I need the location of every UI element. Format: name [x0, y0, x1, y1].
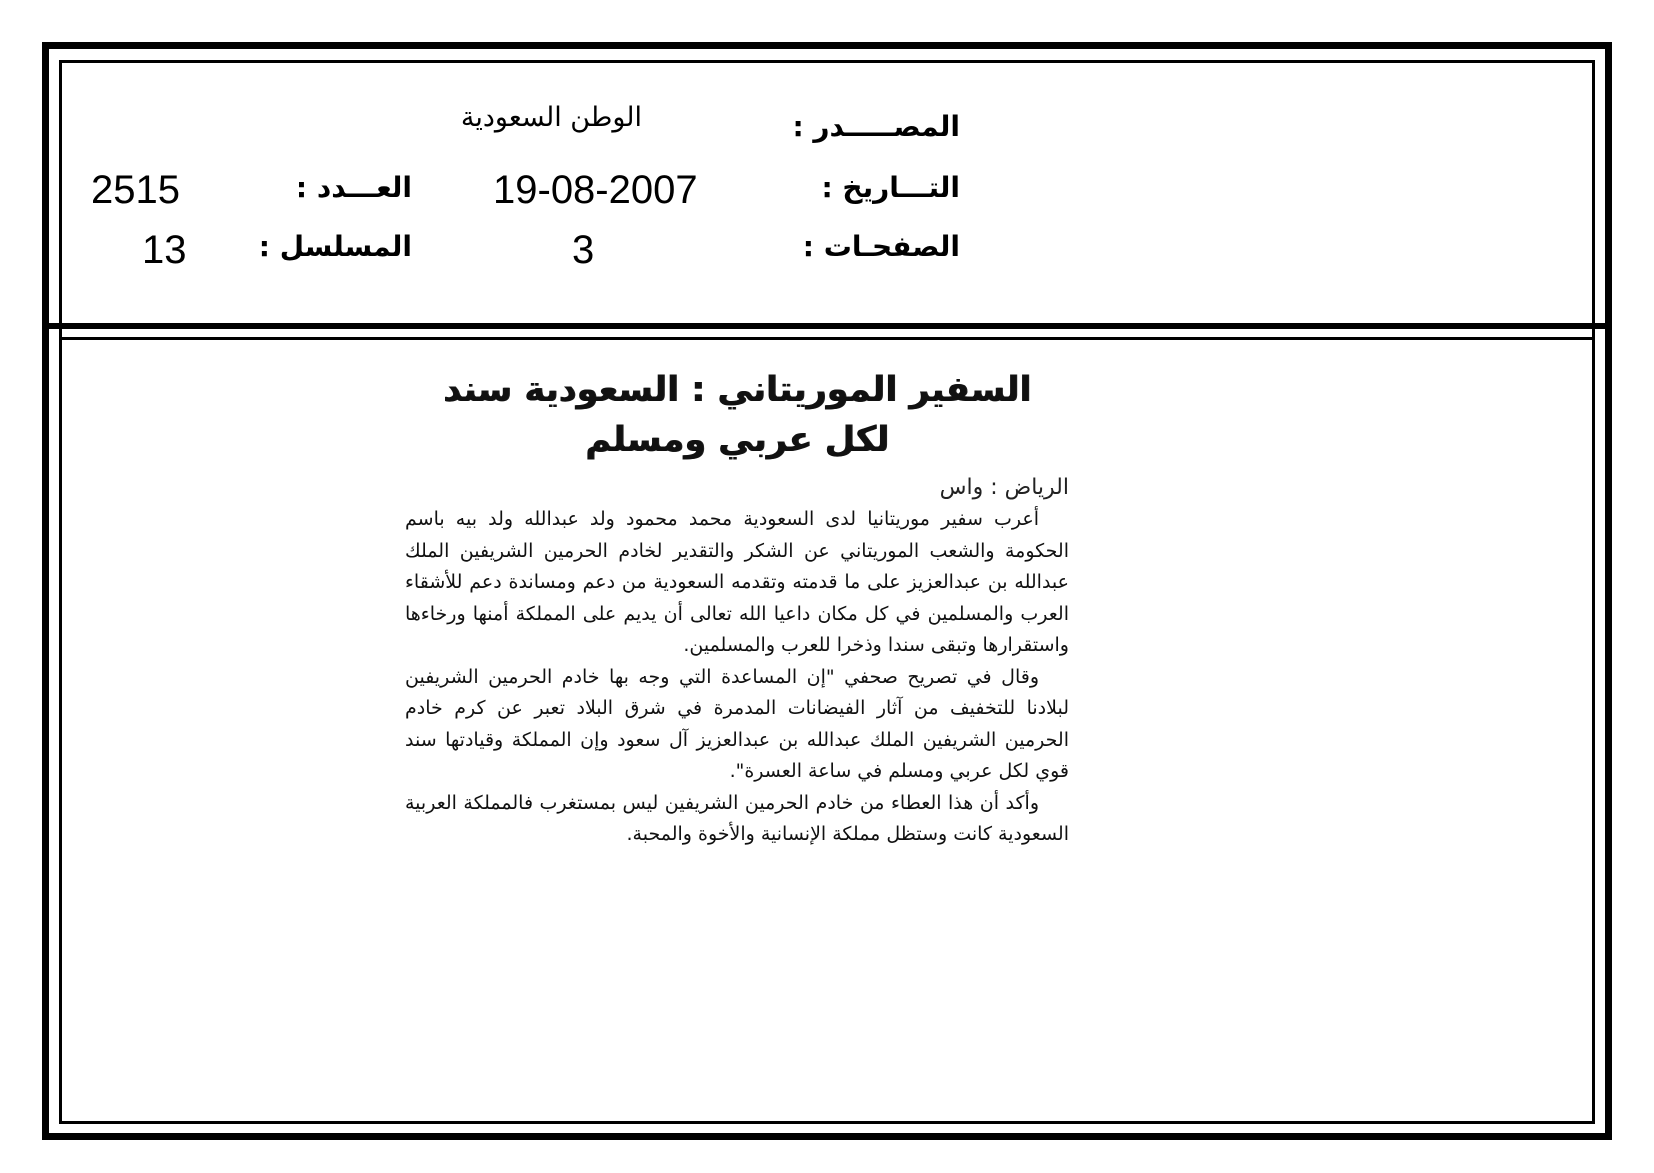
article-dateline: الرياض : واس — [939, 475, 1069, 500]
date-label: التـــاريخ : — [821, 171, 960, 204]
issue-value: 2515 — [91, 168, 180, 212]
serial-label: المسلسل : — [258, 230, 412, 263]
pages-value: 3 — [572, 228, 595, 272]
date-value: 19-08-2007 — [493, 168, 698, 212]
source-value: الوطن السعودية — [460, 102, 642, 133]
issue-label: العـــدد : — [295, 171, 412, 204]
article-paragraph: وقال في تصريح صحفي "إن المساعدة التي وجه بها خادم الحرمين الشريفين لبلادنا للتخفيف من آثار الفيضانات المدمرة في شرق البلاد تعبر عن كرم خادم الحرمين الشريفين الملك عبدالله بن عبدالعزيز آل سعود وإن المملكة وقيادتها سند قوي لكل عربي ومسلم في ساعة العسرة". — [405, 665, 1069, 782]
pages-label: الصفحـات : — [802, 230, 960, 263]
article-clipping — [405, 365, 1069, 851]
article-headline: السفير الموريتاني : السعودية سند لكل عربي ومسلم — [442, 370, 1032, 460]
serial-value: 13 — [142, 228, 187, 272]
header-divider-thin — [59, 337, 1595, 340]
source-label: المصـــــدر : — [792, 110, 960, 143]
article-paragraph: أعرب سفير موريتانيا لدى السعودية محمد محمود ولد عبدالله ولد بيه باسم الحكومة والشعب الموريتاني عن الشكر والتقدير لخادم الحرمين الشريفين الملك عبدالله بن عبدالعزيز على ما قدمته وتقدمه السعودية من دعم ومساندة دعم للأشقاء العرب والمسلمين في كل مكان داعيا الله تعالى أن يديم على المملكة أمنها ورخاءها واستقرارها وتبقى سندا وذخرا للعرب والمسلمين. — [405, 508, 1069, 656]
header-divider-thick — [42, 323, 1612, 329]
article-paragraph: وأكد أن هذا العطاء من خادم الحرمين الشريفين ليس بمستغرب فالمملكة العربية السعودية كانت وستظل مملكة الإنسانية والأخوة والمحبة. — [405, 791, 1069, 845]
